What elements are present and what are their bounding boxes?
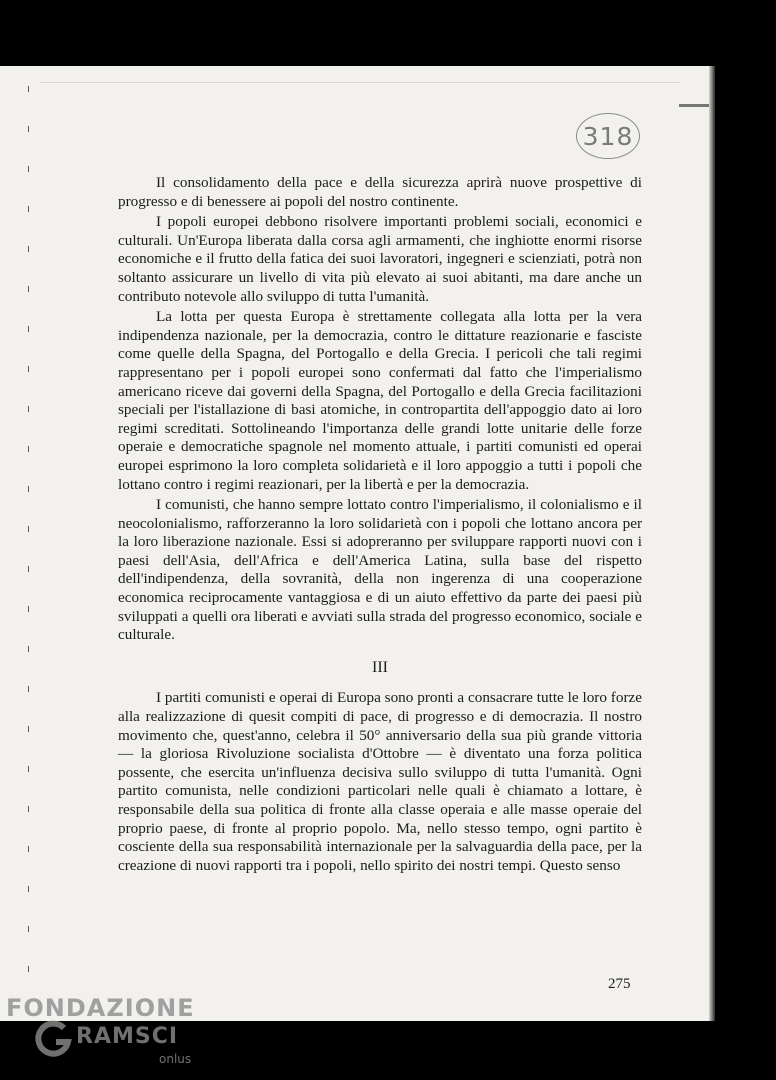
g-logo-icon [34, 1018, 74, 1058]
paragraph-1: Il consolidamento della pace e della sicurezza aprirà nuove prospettive di progresso e di benessere ai popoli del nostro continente. [118, 174, 642, 210]
paragraph-4: I comunisti, che hanno sempre lottato contro l'imperialismo, il colonialismo e il neocolonialismo, rafforzeranno la loro solidarietà con i popoli che lottano ancora per la loro liberazione nazionale. Essi si adopreranno per sviluppare rapporti nuovi con i paesi dell'Asia, dell'Africa e dell'America Latina, sulla base del rispetto dell'indipendenza, della sovranità, della non ingerenza di una cooperazione economica reciprocamente vantaggiosa e di un aiuto effettivo da parte dei paesi più sviluppati a quelli ora liberati e avviati sulla strada del progresso economico, sociale e culturale. [118, 496, 642, 644]
watermark-logo [6, 990, 256, 1080]
section-heading: III [372, 658, 388, 676]
body-text [118, 174, 642, 877]
binding-marks [28, 86, 29, 986]
document-page [0, 66, 709, 1021]
watermark-line1: FONDAZIONE [6, 994, 195, 1022]
page-number: 275 [608, 976, 631, 992]
watermark-sub: onlus [159, 1052, 192, 1066]
stamp-number: 318 [582, 121, 634, 151]
paragraph-3: La lotta per questa Europa è strettamente collegata alla lotta per la vera indipendenza nazionale, per la democrazia, contro le dittature reazionarie e fasciste come quelle della Spagna, del Portogallo e della Grecia. I pericoli che tali regimi rappresentano per i popoli europei sono confermati dal fatto che l'imperialismo americano riceve dai governi della Spagna, del Portogallo e della Grecia facilitazioni speciali per l'istallazione di basi atomiche, in contropartita dell'appoggio dato ai loro regimi screditati. Sottolineando l'importanza delle grandi lotte unitarie delle forze operaie e democratiche spagnole nel momento attuale, i partiti comunisti ed operai europei esprimono la loro completa solidarietà e il loro appoggio a tutti i popoli che lottano contro i regimi reazionari, per la libertà e per la democrazia. [118, 308, 642, 493]
paragraph-5: I partiti comunisti e operai di Europa sono pronti a consacrare tutte le loro forze alla realizzazione di quesit compiti di pace, di progresso e di democrazia. Il nostro movimento che, quest'anno, celebra il 50° anniversario della sua più grande vittoria — la gloriosa Rivoluzione socialista d'Ottobre — è diventato una forza politica possente, che esercita un'influenza decisiva sullo sviluppo di tutta l'umanità. Ogni partito comunista, nelle condizioni particolari nelle quali è chiamato a lottare, è responsabile della sua politica di fronte alla classe operaia e alle masse operaie del proprio paese, di fronte al proprio popolo. Ma, nello stesso tempo, ogni partito è cosciente della sua responsabilità internazionale per la salvaguardia della pace, per la creazione di nuovi rapporti tra i popoli, nello spirito dei nostri tempi. Questo senso [118, 689, 642, 874]
page-top-rule [40, 82, 680, 83]
paragraph-2: I popoli europei debbono risolvere importanti problemi sociali, economici e culturali. Un'Europa liberata dalla corsa agli armamenti, che inghiotte enormi risorse economiche e il frutto della fatica dei suoi lavoratori, ingegneri e scienziati, potrà non soltanto assicurare un livello di vita più elevato ai suoi abitanti, ma dare anche un contributo notevole allo sviluppo di tutta l'umanità. [118, 213, 642, 305]
edge-mark [679, 104, 709, 107]
handwritten-page-stamp [576, 113, 640, 159]
watermark-line2: RAMSCI [76, 1024, 179, 1049]
